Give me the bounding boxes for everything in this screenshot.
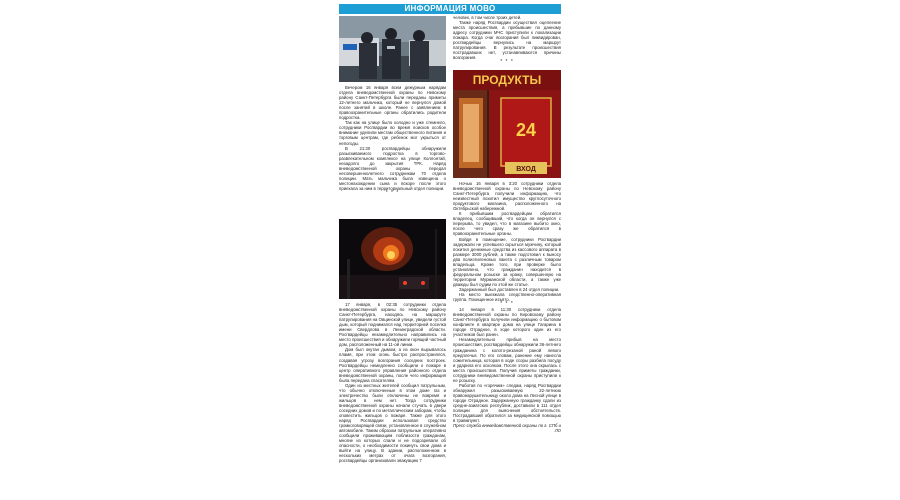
press-service-signature: Пресс-служба вневедомственной охраны по г. СПб и ЛО — [453, 423, 561, 434]
article-paragraph: В 21:30 росгвардейцы обнаружили разыскиваемого подростка в торгово-развлекательном комплексе на улице Коллонтай, незадолго до закрытия ТРК. Наряд вневедомственной охраны передал несовершеннолетнего сотрудникам 70 отдела полиции. Мать мальчика была извещена о местонахождении сына и вскоре после этого приехала за ним в территориальный отдел полиции. — [339, 145, 446, 191]
article-paragraph: Задержанный был доставлен в 24 отдел полиции. — [459, 286, 560, 292]
article-paragraph: человек, в том числе троих детей. — [453, 15, 522, 20]
article-paragraph: К прибывшим росгвардейцам обратился владелец, сообщивший, что когда он вернулся с перерыва, то увидел, что в магазине выбито окно, после чего сразу же обратился в правоохранительные органы. — [453, 211, 561, 237]
article-separator: * * * — [500, 301, 514, 308]
article-paragraph: Также наряд Росгвардии осуществил оцепление места происшествия, а прибывшие по данному адресу сотрудники МЧС приступили к локализации пожара. Когда очаг возгорания был ликвидирован, росгвардейцы вернулись на маршрут патрулирования. В результате происшествия пострадавших нет, устанавливаются причины возгорания. — [453, 20, 561, 61]
article-paragraph: Так как на улице было холодно и уже стемнело, сотрудники Росгвардии во время поисков особое внимание уделили местам общественного питания и торговым центрам, где ребенок мог укрыться от непогоды. — [339, 120, 446, 146]
article-paragraph: Вечером 16 января всем дежурным нарядам отдела вневедомственной охраны по Невскому району Санкт-Петербурга были переданы приметы 12-летнего мальчика, который не вернулся домой после занятий в школе. Ранее с заявлением в правоохранительные органы обратились родители подростка. — [339, 85, 446, 121]
left-column — [339, 85, 446, 196]
article-paragraph: Незамедлительно прибыв на место происшествия, росгвардейцы обнаружили 36-летнего гражданина с колото-резаной раной левого предплечья. По его словам, ранение ему нанесла сожительница, которая в ходе ссоры разбила посуду и ударила его осколком. После этого она скрылась с места происшествия. Получив приметы гражданки, сотрудники вневедомственной охраны приступили к ее розыску. — [453, 337, 561, 383]
article-separator: * * * — [500, 59, 514, 66]
right-column-top — [453, 15, 561, 65]
article-separator: * * * — [385, 189, 400, 196]
left-column-continued — [339, 302, 446, 464]
shop-entrance-text: ВХОД — [516, 166, 536, 173]
right-column-main — [453, 181, 561, 433]
article-paragraph: На место выезжала следственно-оперативная группа. Похищенное изъято. — [453, 292, 561, 303]
newspaper-page — [339, 0, 561, 500]
article-paragraph: 14 января в 11:30 сотрудники отдела вневедомственной охраны по Кировскому району Санкт-Петербурга получили информацию о бытовом конфликте в квартире дома на улице Гагарина в городе Отрадное, в ходе которого один из его участников был ранен. — [453, 307, 561, 338]
article-paragraph: Дом был окутан дымом, а из окон вырывалось пламя, при этом огонь быстро распространялся, создавая угрозу возгорания соседних построек. Росгвардейцы немедленно сообщили о пожаре в центр оперативного управления районного отдела вневедомственной охраны, после чего информация была передана спасателям. — [339, 347, 446, 383]
article-paragraph: Войдя в помещение, сотрудники Росгвардии задержали не успевшего скрыться мужчину, который похитил денежные средства из кассового аппарата в размере 3000 рублей, а также подготовил к выносу два полиэтиленовых пакета с различным товаром владельца. Кроме того, при проверке было установлено, что гражданин находится в федеральном розыске за кражу, совершенную на территории Мурманской области, а также уже дважды был судим по этой же статье. — [453, 236, 561, 287]
shop-hours-text: 24 — [515, 120, 537, 140]
article-paragraph: Один из местных жителей сообщил патрульным, что обычно отключенные в этом доме газ и электричество были отключены не вовремя и жильцов в нем нет. Тогда сотрудники вневедомственной охраны начали стучать в двери соседних домов и по металлическим заборам, чтобы оповестить жильцов о пожаре. Также для этого наряд Росгвардии использовал средство громкоговорящей связи, установленное в служебном автомобиле. Таким образом патрульные оперативно сообщили проживающим поблизости гражданам, многие из которых спали и не подозревали об опасности, о необходимости покинуть свои дома и выйти на улицу. В здании, расположенном в нескольких метрах от очага возгорания, росгвардейцы организовали эвакуацию 7 — [339, 382, 446, 464]
shop-sign-photo — [453, 70, 561, 178]
article-paragraph: Ночью 16 января в 3:20 сотрудники отдела вневедомственной охраны по Невскому району Санкт-Петербурга получили информацию, что неизвестный похитил имущество круглосуточного продуктового магазина, расположенного на Октябрьской набережной. — [453, 181, 561, 212]
shop-sign-text: ПРОДУКТЫ — [472, 73, 542, 87]
article-paragraph: 17 января, в 02:35 сотрудники отдела вневедомственной охраны по Невскому району Санкт-Петербурга, находясь на маршруте патрулирования на Овцинской улице, увидели густой дым, который поднимался над территорией поселка имени Свердлова в Ленинградской области. Росгвардейцы незамедлительно направились на место происшествия и обнаружили горящий частный дом, расположенный на 11-ой линии. — [339, 302, 446, 348]
section-header: ИНФОРМАЦИЯ МОВО — [339, 4, 561, 14]
guards-photo — [339, 16, 446, 82]
article-paragraph: Работая по «горячим» следам, наряд Росгвардии обнаружил разыскиваемую 22-летнюю правонарушительницу около дома на Лесной улице в городе Отрадное. Задержанную гражданку сдали из средне-азиатских республик, доставили в 111 отдел полиции для выяснения обстоятельств. Пострадавший обратился за медицинской помощью в травмпункт. — [453, 382, 561, 424]
fire-night-photo — [339, 219, 446, 299]
